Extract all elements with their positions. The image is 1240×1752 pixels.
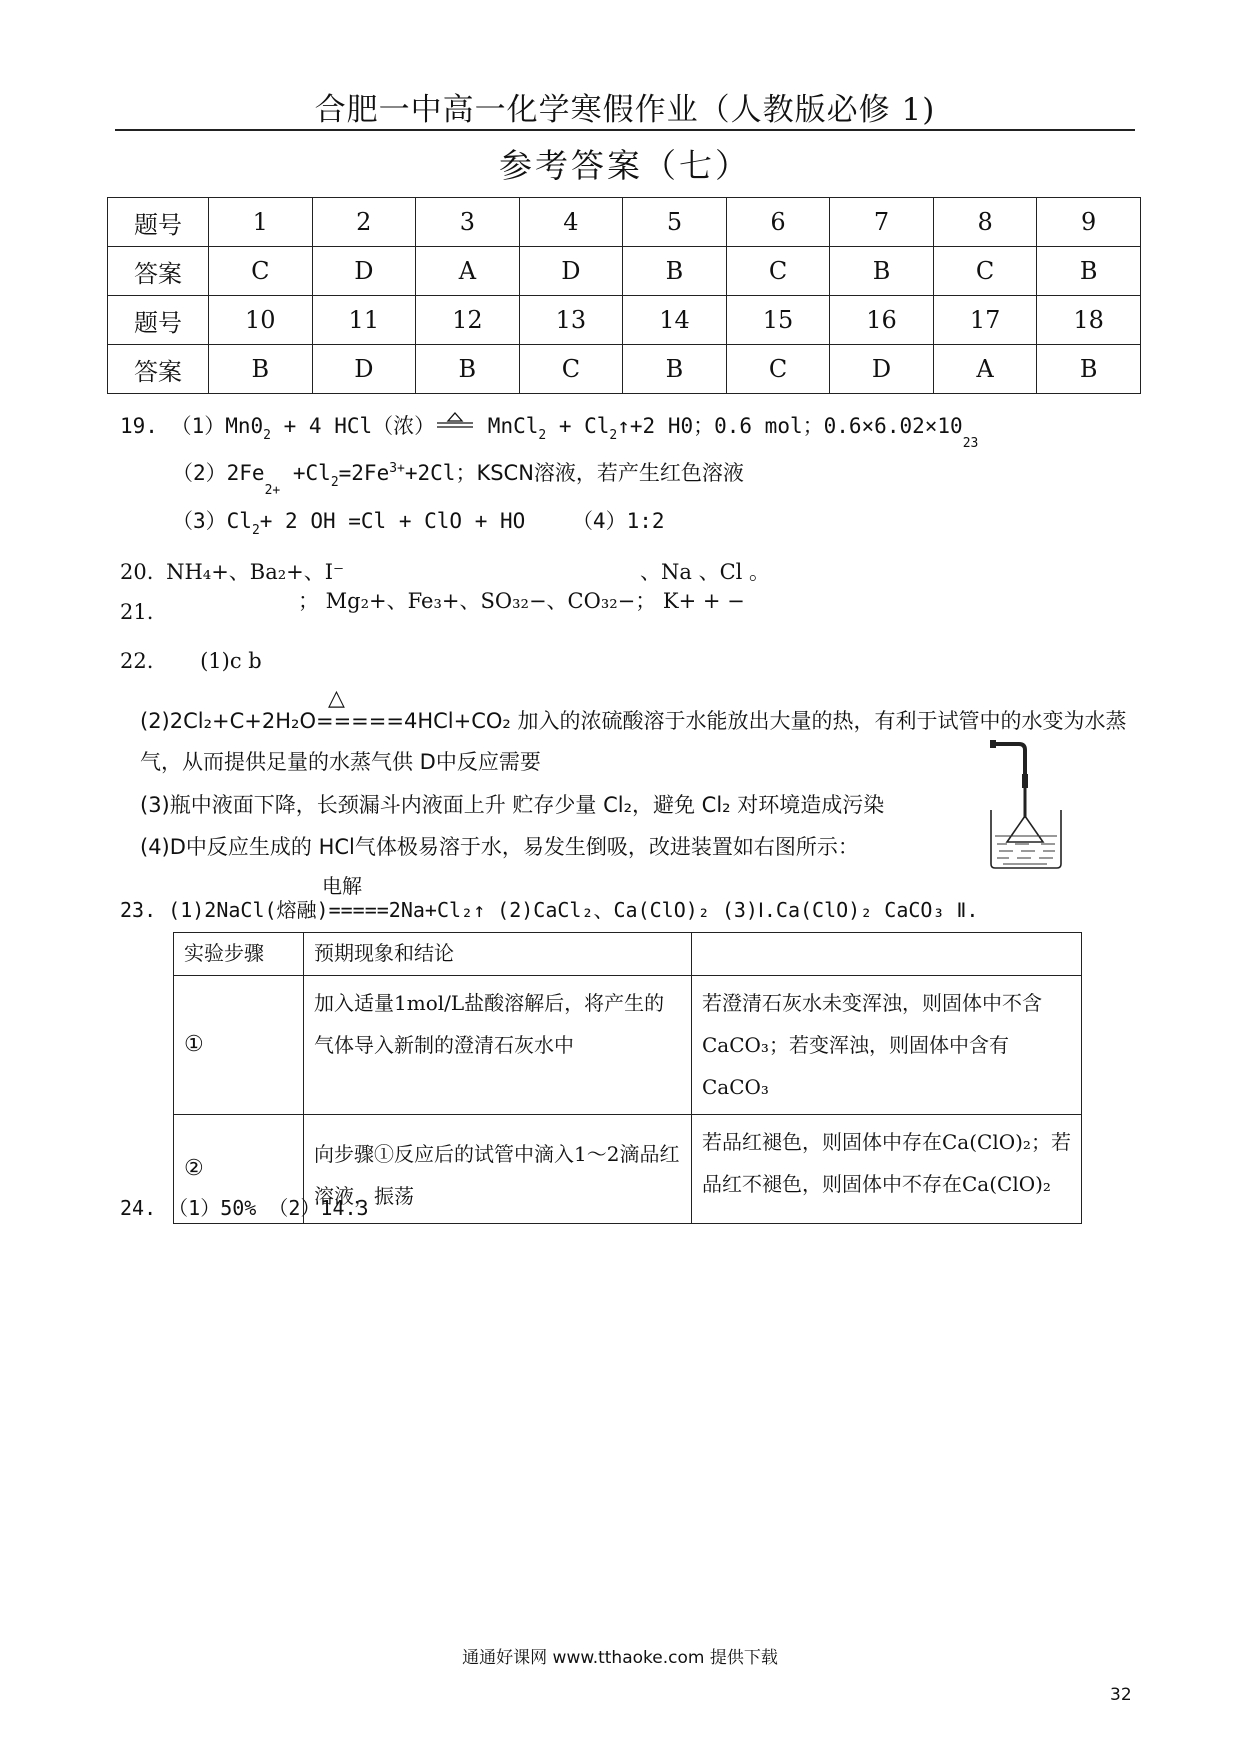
q19-line2: $(2)2Fe_{2+} +Cl_2=2Fe^{3+}+2Cl$；KSCN溶液，若产生红色溶液 xyxy=(172,461,744,498)
q22-line1: 22. (1)c b xyxy=(120,649,262,673)
table-row xyxy=(174,976,1082,1115)
table-cell: 12 xyxy=(416,296,520,345)
table-cell: 17 xyxy=(933,296,1037,345)
table-cell: B xyxy=(830,247,934,296)
table-cell: 4 xyxy=(519,198,623,247)
table-cell: 9 xyxy=(1037,198,1141,247)
action-cell: 加入适量1mol/L盐酸溶解后，将产生的气体导入新制的澄清石灰水中 xyxy=(304,976,692,1115)
table-cell: D xyxy=(519,247,623,296)
q19-line1: 19. $(1)Mn0_2 + 4$ HCl（浓） MnCl$_2$ + $Cl_2↑+2$ H0；0.6 mol；$0.6\times 6.02\times 10_{23}$ xyxy=(120,410,978,451)
q19-line3: $(3)Cl_2+ 2$ OH =Cl + ClO + HO （4）1:2 xyxy=(172,509,665,538)
table-cell: C xyxy=(209,247,313,296)
table-cell: C xyxy=(726,345,830,394)
table-cell: B xyxy=(1037,345,1141,394)
table-row xyxy=(108,296,1141,345)
table-row xyxy=(174,933,1082,976)
action-cell: 向步骤①反应后的试管中滴入1～2滴品红溶液，振荡 xyxy=(304,1115,692,1224)
header-cell: 预期现象和结论 xyxy=(304,933,692,976)
table-cell: B xyxy=(209,345,313,394)
q23-line: 23. (1)2NaCl(熔融)=====2Na+Cl₂↑ (2)CaCl₂、Ca(ClO)₂ (3)Ⅰ.Ca(ClO)₂ CaCO₃ Ⅱ. xyxy=(120,898,979,922)
result-cell: 若品红褪色，则固体中存在Ca(ClO)₂；若品红不褪色，则固体中不存在Ca(ClO)₂ xyxy=(692,1115,1082,1224)
q22-line5: (4)D中反应生成的 HCl气体极易溶于水，易发生倒吸，改进装置如右图所示： xyxy=(140,835,859,859)
electrolysis-label: 电解 xyxy=(322,874,362,898)
table-row xyxy=(108,345,1141,394)
q20-line: 20. NH₄+、Ba₂+、I⁻ 、Na 、Cl 。 xyxy=(120,560,771,584)
table-cell: A xyxy=(416,247,520,296)
table-cell: D xyxy=(830,345,934,394)
page-number: 32 xyxy=(1110,1685,1132,1705)
heat-arrow-icon xyxy=(435,410,475,434)
document-subtitle: 参考答案（七） xyxy=(499,146,751,185)
q22-line4: (3)瓶中液面下降，长颈漏斗内液面上升 贮存少量 Cl₂，避免 Cl₂ 对环境造成污染 xyxy=(140,793,885,817)
table-cell: 3 xyxy=(416,198,520,247)
table-cell: 11 xyxy=(312,296,416,345)
table-cell: 7 xyxy=(830,198,934,247)
question-number: 19. xyxy=(120,414,158,438)
header-cell: 实验步骤 xyxy=(174,933,304,976)
table-cell: 14 xyxy=(623,296,727,345)
answer-table xyxy=(107,197,1141,394)
step-cell: ① xyxy=(174,976,304,1115)
table-cell: 16 xyxy=(830,296,934,345)
table-cell: B xyxy=(1037,247,1141,296)
q20-line2: ； Mg₂+、Fe₃+、SO₃₂−、CO₃₂−； K+ + − xyxy=(298,589,745,613)
row-label: 题号 xyxy=(108,198,209,247)
table-cell: C xyxy=(726,247,830,296)
table-cell: 2 xyxy=(312,198,416,247)
row-label: 答案 xyxy=(108,345,209,394)
q24-line: 24. （1）50% （2）14.3 xyxy=(120,1196,369,1220)
table-cell: C xyxy=(519,345,623,394)
footer-source: 通通好课网 www.tthaoke.com 提供下载 xyxy=(462,1648,778,1668)
row-label: 答案 xyxy=(108,247,209,296)
header-divider xyxy=(115,129,1135,131)
table-row xyxy=(108,247,1141,296)
row-label: 题号 xyxy=(108,296,209,345)
q22-line2: (2)2Cl₂+C+2H₂O=====4HCl+CO₂ 加入的浓硫酸溶于水能放出大量的热，有利于试管中的水变为水蒸 xyxy=(140,709,1127,733)
document-title: 合肥一中高一化学寒假作业（人教版必修 1) xyxy=(314,92,936,128)
q21-number: 21. xyxy=(120,600,154,624)
table-cell: 13 xyxy=(519,296,623,345)
table-cell: 6 xyxy=(726,198,830,247)
table-cell: D xyxy=(312,247,416,296)
header-cell xyxy=(692,933,1082,976)
table-cell: 8 xyxy=(933,198,1037,247)
table-cell: D xyxy=(312,345,416,394)
table-row xyxy=(108,198,1141,247)
heat-symbol: △ xyxy=(328,686,345,711)
table-cell: 10 xyxy=(209,296,313,345)
table-cell: B xyxy=(416,345,520,394)
table-cell: B xyxy=(623,247,727,296)
table-cell: 5 xyxy=(623,198,727,247)
table-cell: 15 xyxy=(726,296,830,345)
table-cell: 1 xyxy=(209,198,313,247)
apparatus-diagram xyxy=(985,738,1067,874)
q22-line3: 气，从而提供足量的水蒸气供 D中反应需要 xyxy=(140,750,541,774)
table-cell: C xyxy=(933,247,1037,296)
table-cell: B xyxy=(623,345,727,394)
result-cell: 若澄清石灰水未变浑浊，则固体中不含CaCO₃；若变浑浊，则固体中含有CaCO₃ xyxy=(692,976,1082,1115)
table-cell: 18 xyxy=(1037,296,1141,345)
experiment-table xyxy=(173,932,1082,1224)
table-cell: A xyxy=(933,345,1037,394)
step-cell: ② xyxy=(174,1115,304,1224)
